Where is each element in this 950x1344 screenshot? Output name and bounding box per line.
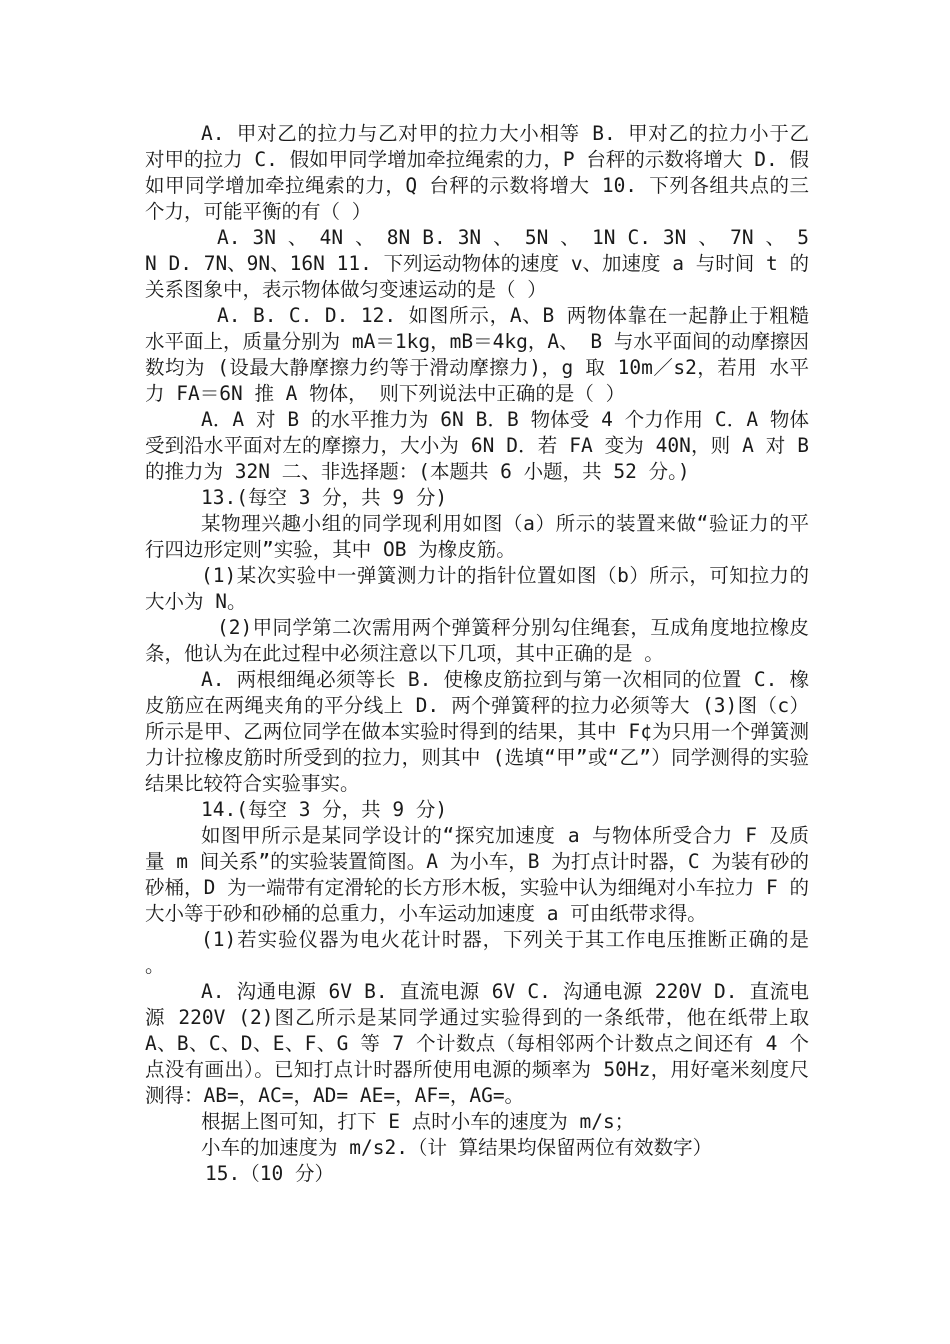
paragraph-q13-part1: (1)某次实验中一弹簧测力计的指针位置如图（b）所示，可知拉力的大小为 N。 — [145, 564, 809, 613]
paragraph-q14-options: A. 沟通电源 6V B. 直流电源 6V C. 沟通电源 220V D. 直流电源 220V (2)图乙所示是某同学通过实验得到的一条纸带，他在纸带上取 A、B、C、D、E、F、G 等 7 个计数点（每相邻两个计数点之间还有 4 个点没有画出）。已知打点计时器所使用电源的频率为 50Hz，用好毫米刻度尺测得：AB=，AC=，AD= AE=，AF=，AG=。 — [145, 980, 809, 1107]
paragraph-q13-heading: 13.(每空 3 分，共 9 分) — [201, 486, 448, 509]
paragraph-q14-heading: 14.(每空 3 分，共 9 分) — [201, 798, 448, 821]
paragraph-q14-velocity: 根据上图可知，打下 E 点时小车的速度为 m/s； — [201, 1110, 635, 1133]
paragraph-q15-heading: 15.（10 分） — [205, 1162, 334, 1185]
paragraph-q11-q12: A. B. C. D. 12. 如图所示，A、B 两物体靠在一起静止于粗糙水平面上，质量分别为 mA＝1kg，mB＝4kg，A、 B 与水平面间的动摩擦因数均为 (设最大静摩擦力约等于滑动摩擦力)，g 取 10m／s2，若用 水平力 FA＝6N 推 A 物体， 则下列说法中正确的是（ ） — [145, 304, 809, 405]
paragraph-q13-intro: 某物理兴趣小组的同学现利用如图（a）所示的装置来做“验证力的平行四边形定则”实验，其中 OB 为橡皮筋。 — [145, 512, 809, 561]
paragraph-q10-options: A. 3N 、 4N 、 8N B. 3N 、 5N 、 1N C. 3N 、 7N 、 5N D. 7N、9N、16N 11. 下列运动物体的速度 v、加速度 a 与时间 t 的关系图象中，表示物体做匀变速运动的是（ ） — [145, 226, 810, 301]
paragraph-q14-intro: 如图甲所示是某同学设计的“探究加速度 a 与物体所受合力 F 及质 量 m 间关系”的实验装置简图。A 为小车，B 为打点计时器，C 为装有砂的砂桶，D 为一端带有定滑轮的长方形木板，实验中认为细绳对小车拉力 F 的大小等于砂和砂桶的总重力，小车运动加速度 a 可由纸带求得。 — [145, 824, 809, 925]
paragraph-q13-part2: (2)甲同学第二次需用两个弹簧秤分别勾住绳套，互成角度地拉橡皮条，他认为在此过程中必须注意以下几项，其中正确的是 。 — [145, 616, 809, 665]
paragraph-q14-acceleration: 小车的加速度为 m/s2.（计 算结果均保留两位有效数字） — [201, 1136, 713, 1159]
paragraph-q9-options: A. 甲对乙的拉力与乙对甲的拉力大小相等 B. 甲对乙的拉力小于乙对甲的拉力 C. 假如甲同学增加牵拉绳索的力，P 台秤的示数将增大 D. 假如甲同学增加牵拉绳索的力，Q 台秤的示数将增大 10. 下列各组共点的三个力，可能平衡的有（ ） — [145, 122, 809, 223]
paragraph-q12-options: A．A 对 B 的水平推力为 6N B．B 物体受 4 个力作用 C．A 物体受到沿水平面对左的摩擦力，大小为 6N D．若 FA 变为 40N，则 A 对 B 的推力为 32N 二、非选择题：(本题共 6 小题，共 52 分。) — [145, 408, 809, 483]
paragraph-q14-part1: (1)若实验仪器为电火花计时器，下列关于其工作电压推断正确的是 。 — [145, 928, 809, 977]
document-body — [145, 121, 809, 1187]
paragraph-q13-options: A. 两根细绳必须等长 B. 使橡皮筋拉到与第一次相同的位置 C. 橡皮筋应在两绳夹角的平分线上 D. 两个弹簧秤的拉力必须等大 (3)图（c）所示是甲、乙两位同学在做本实验时得到的结果，其中 F¢为只用一个弹簧测力计拉橡皮筋时所受到的拉力，则其中 (选填“甲”或“乙”）同学测得的实验结果比较符合实验事实。 — [145, 668, 809, 795]
